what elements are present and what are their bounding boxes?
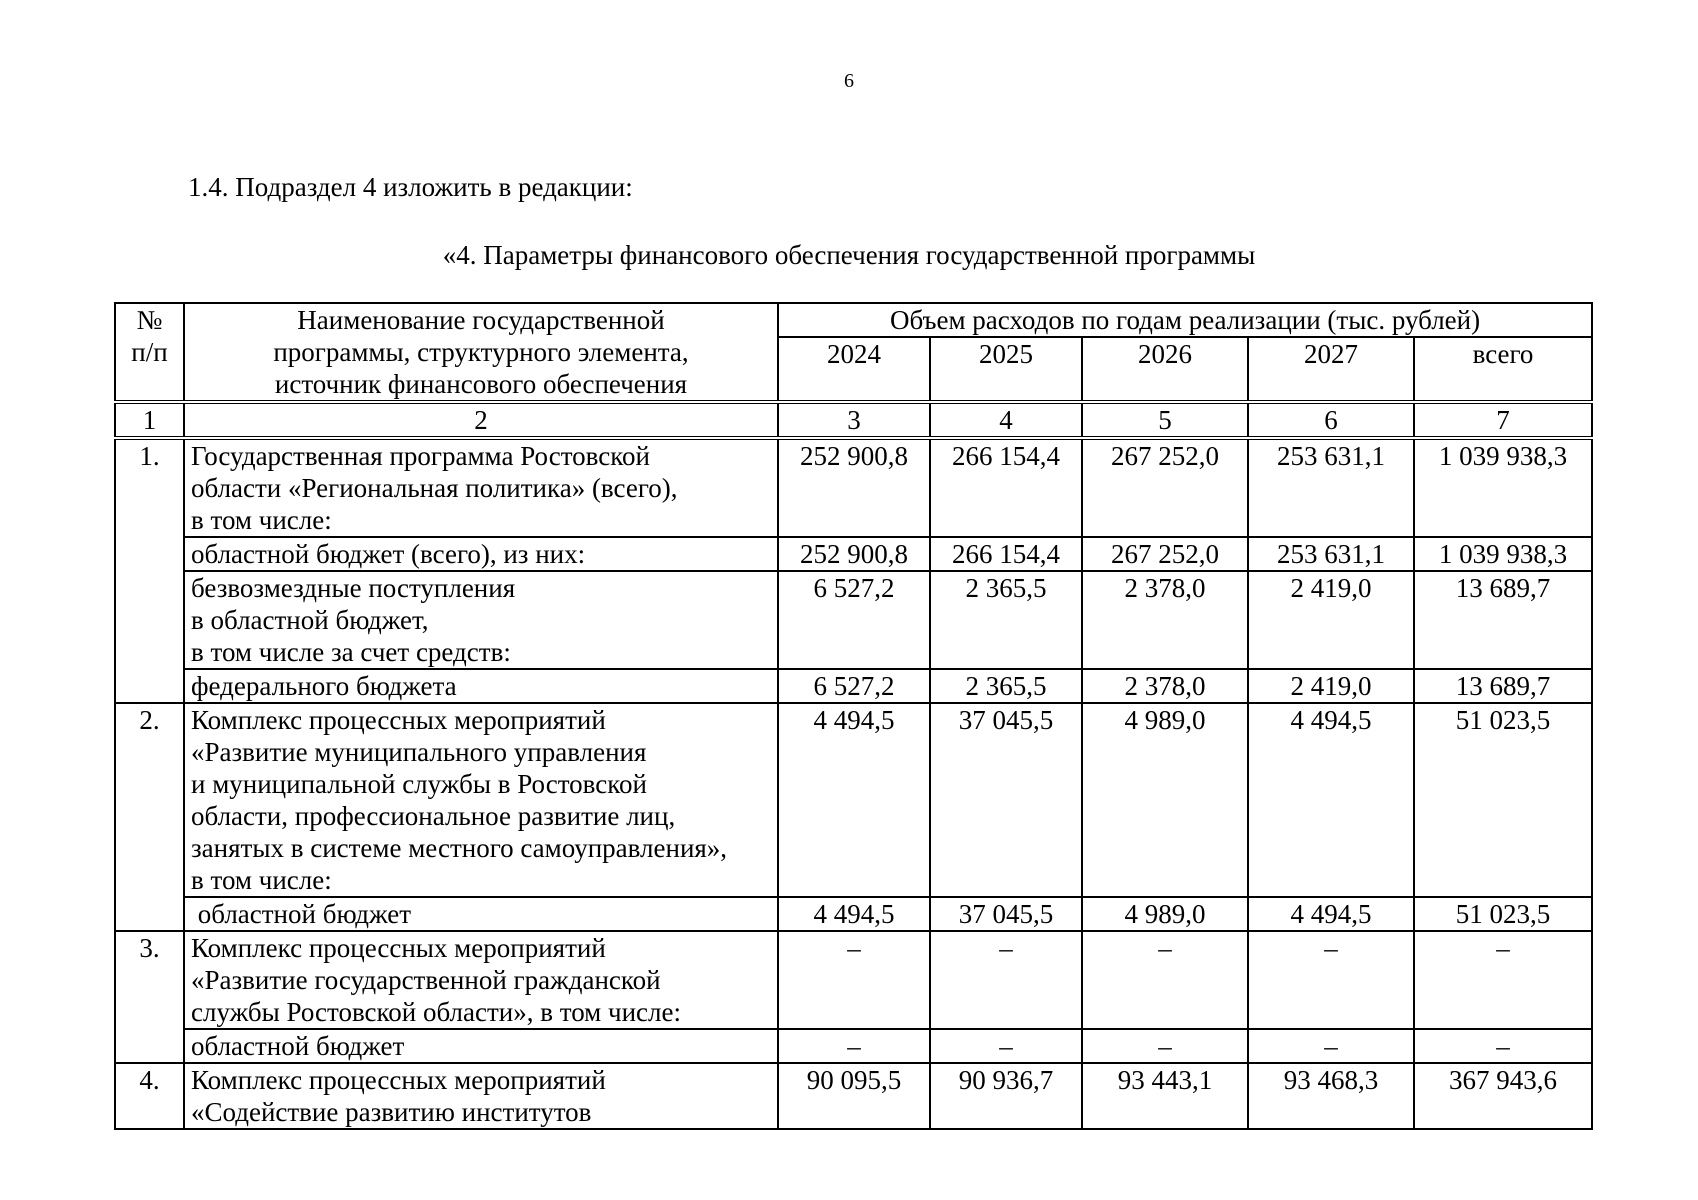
col-number: 6 <box>1248 402 1414 438</box>
header-year-2026: 2026 <box>1082 337 1248 402</box>
row-value-cell: 253 631,1 <box>1248 438 1414 537</box>
row-name-cell <box>184 537 778 571</box>
row-value-cell: – <box>930 931 1082 1029</box>
row-name-line: Государственная программа Ростовской <box>191 441 650 471</box>
col-number: 7 <box>1414 402 1592 438</box>
row-total-cell: 51 023,5 <box>1414 897 1592 931</box>
row-total-cell: 51 023,5 <box>1414 703 1592 897</box>
row-value-cell: 267 252,0 <box>1082 438 1248 537</box>
header-row-1 <box>115 303 1592 337</box>
table-row <box>115 897 1592 931</box>
row-number-cell: 4. <box>115 1063 184 1129</box>
header-name-cell <box>184 303 778 402</box>
row-value-cell: 37 045,5 <box>930 897 1082 931</box>
row-value-cell: 4 494,5 <box>1248 703 1414 897</box>
row-value-cell: 4 989,0 <box>1082 703 1248 897</box>
col-number: 1 <box>115 402 184 438</box>
row-value-cell: – <box>1082 1029 1248 1063</box>
header-num-cell <box>115 303 184 402</box>
row-name-cell <box>184 438 778 537</box>
row-name-line: Комплекс процессных мероприятий <box>191 1065 606 1095</box>
row-value-cell: – <box>1082 931 1248 1029</box>
row-value-cell: 266 154,4 <box>930 438 1082 537</box>
row-value-cell: 252 900,8 <box>778 438 930 537</box>
table-row <box>115 1063 1592 1129</box>
row-total-cell: 1 039 938,3 <box>1414 438 1592 537</box>
row-name-line: федерального бюджета <box>191 671 457 701</box>
row-value-cell: 2 419,0 <box>1248 669 1414 703</box>
row-value-cell: – <box>778 931 930 1029</box>
row-name-cell <box>184 931 778 1029</box>
row-value-cell: 4 494,5 <box>778 703 930 897</box>
row-value-cell: 2 378,0 <box>1082 571 1248 669</box>
table-row <box>115 438 1592 537</box>
financing-table <box>114 302 1593 1130</box>
row-value-cell: 4 989,0 <box>1082 897 1248 931</box>
table-row <box>115 669 1592 703</box>
page-number: 6 <box>844 70 854 92</box>
row-name-line: в том числе: <box>191 505 332 535</box>
row-value-cell: – <box>1248 931 1414 1029</box>
row-name-line: «Содействие развитию институтов <box>191 1097 592 1127</box>
table-row <box>115 537 1592 571</box>
row-name-cell <box>184 703 778 897</box>
row-name-line: «Развитие государственной гражданской <box>191 965 661 995</box>
col-number: 2 <box>184 402 778 438</box>
row-total-cell: 13 689,7 <box>1414 571 1592 669</box>
header-expenses-title: Объем расходов по годам реализации (тыс. рублей) <box>778 303 1592 337</box>
header-name-line: программы, структурного элемента, <box>273 337 689 367</box>
table-body <box>115 438 1592 1129</box>
row-name-cell <box>184 897 778 931</box>
table-row <box>115 931 1592 1029</box>
row-name-cell <box>184 571 778 669</box>
row-name-line: Комплекс процессных мероприятий <box>191 933 606 963</box>
row-value-cell: 267 252,0 <box>1082 537 1248 571</box>
row-name-line: Комплекс процессных мероприятий <box>191 705 606 735</box>
row-name-line: области «Региональная политика» (всего), <box>191 473 678 503</box>
row-name-line: безвозмездные поступления <box>191 573 516 603</box>
row-name-line: областной бюджет <box>191 1031 405 1061</box>
row-name-line: области, профессиональное развитие лиц, <box>191 801 676 831</box>
row-value-cell: 2 365,5 <box>930 571 1082 669</box>
row-value-cell: 4 494,5 <box>778 897 930 931</box>
section-title: «4. Параметры финансового обеспечения государственной программы <box>442 240 1256 270</box>
row-total-cell: – <box>1414 1029 1592 1063</box>
header-num-line: № <box>136 305 163 335</box>
row-value-cell: 90 095,5 <box>778 1063 930 1129</box>
header-year-2024: 2024 <box>778 337 930 402</box>
row-value-cell: 252 900,8 <box>778 537 930 571</box>
row-value-cell: – <box>1248 1029 1414 1063</box>
header-name-line: Наименование государственной <box>297 305 665 335</box>
row-name-line: и муниципальной службы в Ростовской <box>191 769 647 799</box>
row-value-cell: – <box>930 1029 1082 1063</box>
row-value-cell: 2 419,0 <box>1248 571 1414 669</box>
table-row <box>115 1029 1592 1063</box>
row-value-cell: 6 527,2 <box>778 669 930 703</box>
row-name-line: службы Ростовской области», в том числе: <box>191 997 681 1027</box>
row-value-cell: 93 443,1 <box>1082 1063 1248 1129</box>
row-name-line: «Развитие муниципального управления <box>191 737 647 767</box>
col-number: 3 <box>778 402 930 438</box>
row-name-line: областной бюджет <box>191 899 412 929</box>
table-row <box>115 703 1592 897</box>
row-total-cell: 367 943,6 <box>1414 1063 1592 1129</box>
row-number-cell: 2. <box>115 703 184 931</box>
row-name-line: занятых в системе местного самоуправления», <box>191 833 728 863</box>
row-name-cell <box>184 1063 778 1129</box>
col-number: 5 <box>1082 402 1248 438</box>
row-value-cell: 253 631,1 <box>1248 537 1414 571</box>
row-value-cell: 93 468,3 <box>1248 1063 1414 1129</box>
header-total: всего <box>1414 337 1592 402</box>
row-value-cell: 266 154,4 <box>930 537 1082 571</box>
row-name-cell <box>184 1029 778 1063</box>
row-value-cell: – <box>778 1029 930 1063</box>
row-name-line: областной бюджет (всего), из них: <box>191 539 586 569</box>
col-number: 4 <box>930 402 1082 438</box>
row-total-cell: 1 039 938,3 <box>1414 537 1592 571</box>
row-total-cell: – <box>1414 931 1592 1029</box>
row-value-cell: 2 365,5 <box>930 669 1082 703</box>
row-total-cell: 13 689,7 <box>1414 669 1592 703</box>
row-name-cell <box>184 669 778 703</box>
row-name-line: в том числе: <box>191 865 332 895</box>
row-name-line: в областной бюджет, <box>191 605 429 635</box>
header-year-2025: 2025 <box>930 337 1082 402</box>
row-value-cell: 37 045,5 <box>930 703 1082 897</box>
intro-text: 1.4. Подраздел 4 изложить в редакции: <box>188 172 633 202</box>
row-number-cell: 3. <box>115 931 184 1063</box>
header-num-line: п/п <box>131 337 168 367</box>
header-name-line: источник финансового обеспечения <box>274 369 688 399</box>
row-name-line: в том числе за счет средств: <box>191 637 511 667</box>
table-row <box>115 571 1592 669</box>
column-number-row <box>115 402 1592 438</box>
header-year-2027: 2027 <box>1248 337 1414 402</box>
row-value-cell: 90 936,7 <box>930 1063 1082 1129</box>
row-value-cell: 6 527,2 <box>778 571 930 669</box>
row-value-cell: 4 494,5 <box>1248 897 1414 931</box>
row-value-cell: 2 378,0 <box>1082 669 1248 703</box>
row-number-cell: 1. <box>115 438 184 703</box>
